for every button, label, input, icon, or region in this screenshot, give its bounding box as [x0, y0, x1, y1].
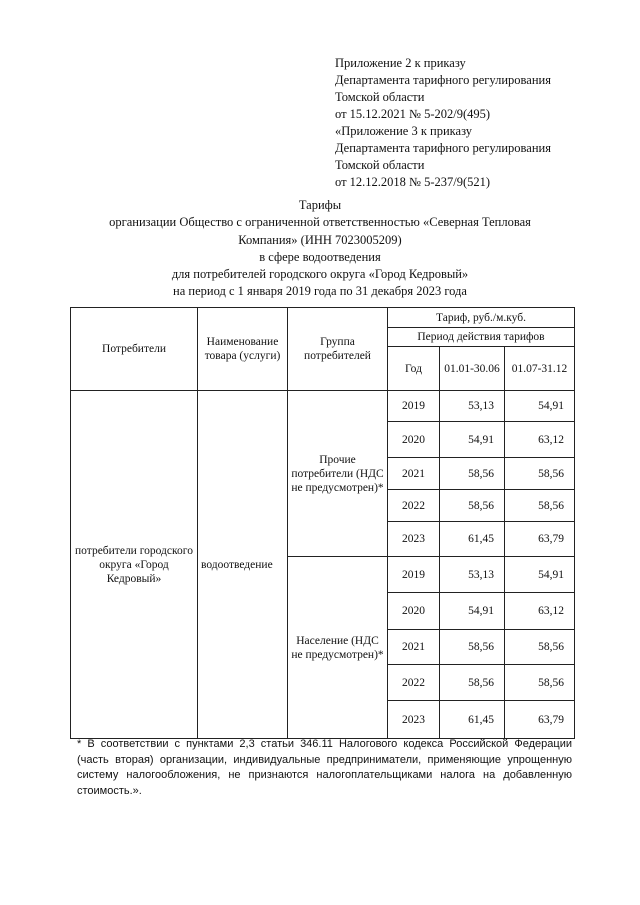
group-cell: Прочие потребители (НДС не предусмотрен)*: [288, 391, 388, 557]
header-half2: 01.07-31.12: [505, 347, 575, 391]
appendix-line: Томской области: [335, 158, 425, 172]
tariff-value-cell: 63,12: [505, 422, 575, 458]
tariff-value-cell: 54,91: [505, 557, 575, 593]
header-period: Период действия тарифов: [388, 328, 575, 347]
appendix-line: Томской области: [335, 90, 425, 104]
appendix-line: Приложение 2 к приказу: [335, 56, 466, 70]
year-cell: 2020: [388, 593, 440, 630]
tariff-value-cell: 54,91: [505, 391, 575, 422]
tariff-value-cell: 63,12: [505, 593, 575, 630]
tariff-value-cell: 61,45: [440, 701, 505, 739]
title-line: Тарифы: [298, 198, 342, 212]
tariff-value-cell: 53,13: [440, 557, 505, 593]
year-cell: 2023: [388, 701, 440, 739]
title-line: в сфере водоотведения: [259, 249, 381, 264]
group-cell: Население (НДС не предусмотрен)*: [288, 557, 388, 739]
tariff-value-cell: 58,56: [505, 490, 575, 522]
header-year: Год: [388, 347, 440, 391]
table-row: [71, 391, 575, 422]
tariff-value-cell: 63,79: [505, 701, 575, 739]
title-line: организации Общество с ограниченной ответственностью «Северная Тепловая: [109, 215, 531, 230]
year-cell: 2021: [388, 630, 440, 665]
tariff-value-cell: 58,56: [440, 458, 505, 490]
header-group: Группа потребителей: [288, 308, 388, 391]
header-consumers: Потребители: [71, 308, 198, 391]
tariff-table: [70, 307, 575, 739]
tariff-value-cell: 54,91: [440, 422, 505, 458]
appendix-block: [335, 55, 625, 191]
appendix-line: «Приложение 3 к приказу: [335, 124, 473, 138]
header-tariff: Тариф, руб./м.куб.: [388, 308, 575, 328]
title-line: на период с 1 января 2019 года по 31 декабря 2023 года: [173, 284, 467, 299]
tariff-value-cell: 58,56: [505, 665, 575, 701]
product-cell: водоотведение: [198, 391, 288, 739]
appendix-line: от 15.12.2021 № 5-202/9(495): [335, 107, 491, 121]
consumer-cell: потребители городского округа «Город Кедровый»: [71, 391, 198, 739]
year-cell: 2022: [388, 490, 440, 522]
year-cell: 2023: [388, 522, 440, 557]
appendix-line: Департамента тарифного регулирования: [335, 141, 551, 155]
tariff-value-cell: 58,56: [440, 665, 505, 701]
tariff-value-cell: 58,56: [505, 458, 575, 490]
year-cell: 2019: [388, 391, 440, 422]
year-cell: 2022: [388, 665, 440, 701]
appendix-line: Департамента тарифного регулирования: [335, 73, 551, 87]
header-product: Наименование товара (услуги): [198, 308, 288, 391]
tariff-value-cell: 58,56: [440, 630, 505, 665]
tariff-value-cell: 61,45: [440, 522, 505, 557]
tariff-value-cell: 58,56: [440, 490, 505, 522]
year-cell: 2019: [388, 557, 440, 593]
tariff-value-cell: 54,91: [440, 593, 505, 630]
year-cell: 2020: [388, 422, 440, 458]
title-line: Компания» (ИНН 7023005209): [238, 232, 402, 247]
appendix-line: от 12.12.2018 № 5-237/9(521): [335, 175, 491, 189]
tariff-value-cell: 58,56: [505, 630, 575, 665]
tariff-value-cell: 63,79: [505, 522, 575, 557]
year-cell: 2021: [388, 458, 440, 490]
tariff-value-cell: 53,13: [440, 391, 505, 422]
header-half1: 01.01-30.06: [440, 347, 505, 391]
title-line: для потребителей городского округа «Город Кедровый»: [171, 267, 469, 282]
footnote: * В соответствии с пунктами 2,3 статьи 346.11 Налогового кодекса Российской Федерации (часть вторая) организации, индивидуальные предприниматели, применяющие упрощенную систему налогообложения, не признаются налогоплательщиками налога на добавленную стоимость.».: [77, 738, 572, 797]
document-title: [0, 197, 640, 301]
